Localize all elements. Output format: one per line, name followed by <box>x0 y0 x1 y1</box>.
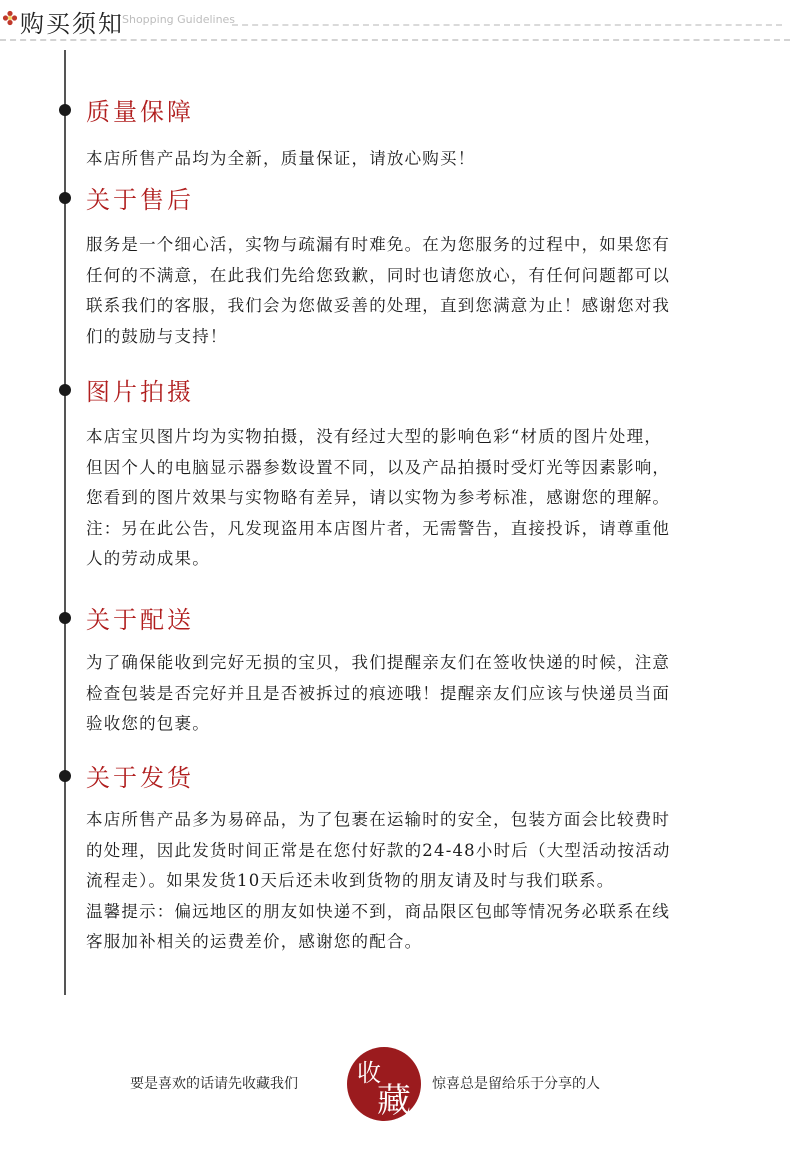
page-subtitle: Shopping Guidelines <box>122 13 236 26</box>
header-dash-line <box>232 24 782 26</box>
section-title: 关于配送 <box>86 606 194 634</box>
text-line: 但因个人的电脑显示器参数设置不同，以及产品拍摄时受灯光等因素影响， <box>86 457 671 477</box>
bullet-dot <box>59 104 71 116</box>
section-title: 质量保障 <box>86 98 194 126</box>
text-line: 注：另在此公告，凡发现盗用本店图片者，无需警告，直接投诉，请尊重他 <box>86 518 671 538</box>
bullet-dot <box>59 192 71 204</box>
section-text <box>86 648 766 740</box>
footer-left-text: 要是喜欢的话请先收藏我们 <box>130 1076 298 1092</box>
text-line: 验收您的包裹。 <box>86 714 210 733</box>
seal-char: 藏 <box>377 1081 411 1121</box>
header-divider <box>0 39 790 41</box>
footer-right-text: 惊喜总是留给乐于分享的人 <box>432 1076 600 1092</box>
text-line: 的处理，因此发货时间正常是在您付好款的24-48小时后（大型活动按活动 <box>86 840 671 860</box>
flower-icon <box>2 10 18 26</box>
text-line: 本店所售产品均为全新，质量保证，请放心购买！ <box>86 149 476 168</box>
section-text <box>86 422 766 575</box>
text-line: 们的鼓励与支持！ <box>86 326 228 346</box>
section-title: 关于售后 <box>86 186 194 214</box>
text-line: 温馨提示：偏远地区的朋友如快递不到，商品限区包邮等情况务必联系在线 <box>86 901 671 921</box>
section-text <box>86 144 766 175</box>
footer <box>0 1040 790 1130</box>
text-line: 客服加补相关的运费差价，感谢您的配合。 <box>86 932 423 951</box>
section-text <box>86 230 766 352</box>
text-line: 任何的不满意，在此我们先给您致歉，同时也请您放心，有任何问题都可以 <box>86 265 671 285</box>
text-line: 检查包装是否完好并且是否被拆过的痕迹哦！提醒亲友们应该与快递员当面 <box>86 683 671 703</box>
section-text <box>86 805 766 958</box>
text-line: 本店宝贝图片均为实物拍摄，没有经过大型的影响色彩“材质的图片处理， <box>86 427 663 446</box>
text-line: 人的劳动成果。 <box>86 549 210 568</box>
seal-char: 收 <box>357 1059 381 1087</box>
favorite-seal[interactable] <box>347 1047 421 1121</box>
page-header <box>0 0 790 50</box>
text-line: 您看到的图片效果与实物略有差异，请以实物为参考标准，感谢您的理解。 <box>86 488 671 507</box>
section-title: 关于发货 <box>86 764 194 792</box>
bullet-dot <box>59 770 71 782</box>
text-line: 流程走）。如果发货10天后还未收到货物的朋友请及时与我们联系。 <box>86 871 615 890</box>
text-line: 联系我们的客服，我们会为您做妥善的处理，直到您满意为止！感谢您对我 <box>86 296 671 315</box>
section-title: 图片拍摄 <box>86 378 194 406</box>
bullet-dot <box>59 612 71 624</box>
text-line: 为了确保能收到完好无损的宝贝，我们提醒亲友们在签收快递的时候，注意 <box>86 653 671 672</box>
page-title: 购买须知 <box>20 10 124 38</box>
bullet-dot <box>59 384 71 396</box>
text-line: 本店所售产品多为易碎品，为了包裹在运输时的安全，包装方面会比较费时 <box>86 810 671 829</box>
text-line: 服务是一个细心活，实物与疏漏有时难免。在为您服务的过程中，如果您有 <box>86 235 671 254</box>
